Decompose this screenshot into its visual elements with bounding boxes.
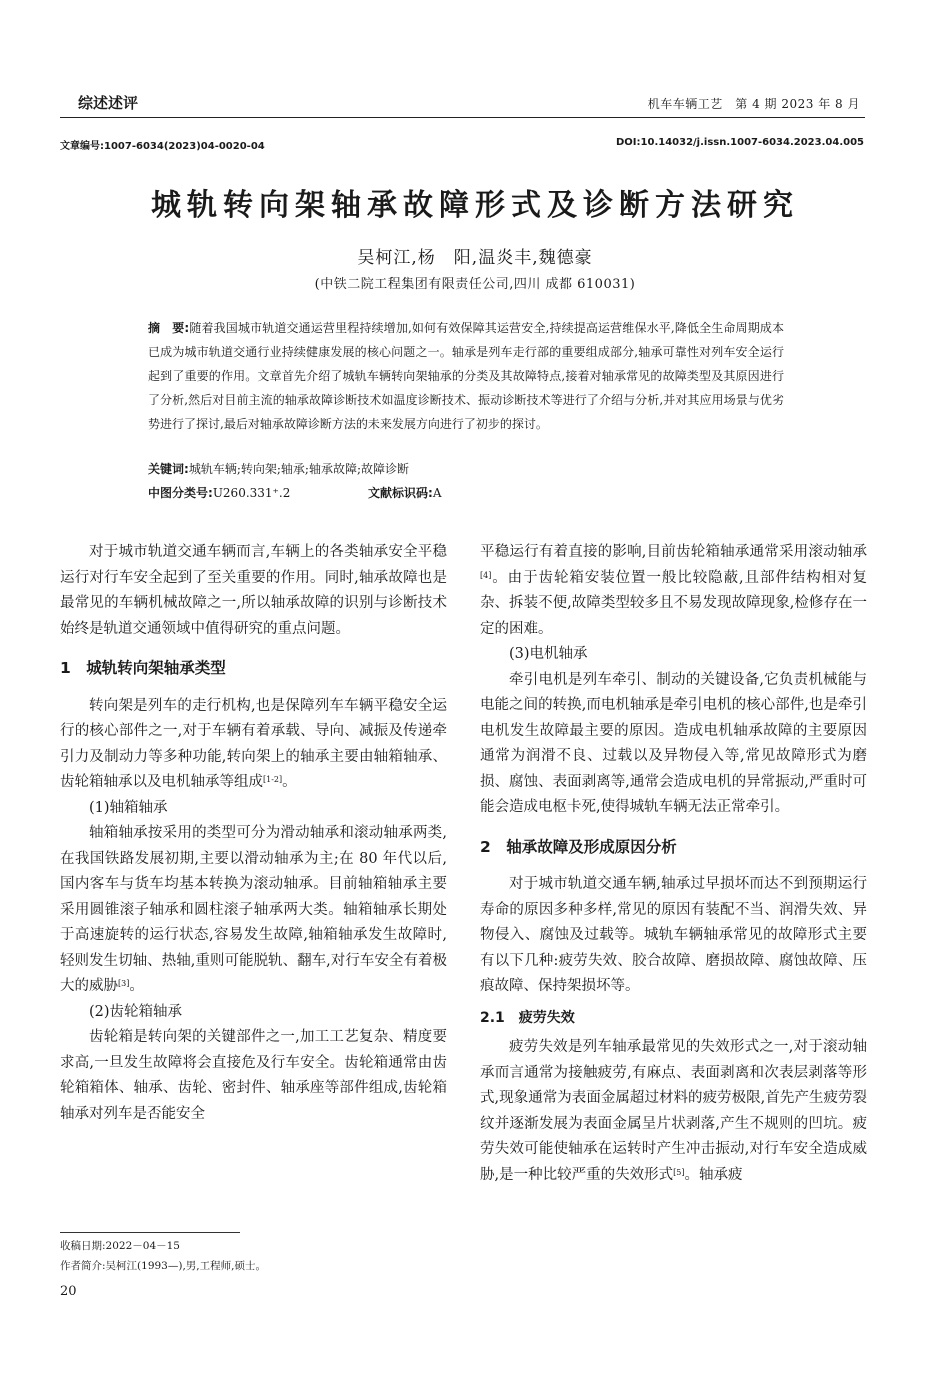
citation: [1-2] [263,775,283,784]
paragraph-end: 。轴承疲 [684,1166,743,1183]
section-heading-2-1: 2.1 疲劳失效 [480,1009,575,1026]
classification-label: 中图分类号: [148,486,213,500]
left-column [60,540,447,1127]
paragraph-end: 。 [129,978,144,994]
section-label: 综述述评 [78,94,139,112]
citation: [5] [673,1167,685,1177]
paragraph-gearbox: 齿轮箱是转向架的关键部件之一,加工工艺复杂、精度要求高,一旦发生故障将会直接危及行车安全。齿轮箱通常由齿轮箱箱体、轴承、齿轮、密封件、轴承座等部件组成,齿轮箱轴承对列车是否能安全 [60,1029,447,1122]
document-code [368,482,441,504]
right-column [480,540,867,1188]
classification-text: U260.331⁺.2 [212,486,291,500]
paragraph-text: 平稳运行有着直接的影响,目前齿轮箱轴承通常采用滚动轴承 [480,544,867,560]
subsection-axlebox: (1)轴箱轴承 [89,799,168,816]
paragraph-text: 转向架是列车的走行机构,也是保障列车车辆平稳安全运行的核心部件之一,对于车辆有着承载、导向、减振及传递牵引力及制动力等多种功能,转向架上的轴承主要由轴箱轴承、齿轮箱轴承以及电机轴承等组成 [60,697,447,790]
section-heading-1: 1 城轨转向架轴承类型 [60,659,226,677]
abstract [148,316,784,436]
document-code-text: A [432,486,442,500]
paragraph-text: 轴箱轴承按采用的类型可分为滑动轴承和滚动轴承两类,在我国铁路发展初期,主要以滑动轴承为主;在 80 年代以后,国内客车与货车均基本转换为滚动轴承。目前轴箱轴承主要采用圆锥滚子轴承和圆柱滚子轴承两大类。轴箱轴承长期处于高速旋转的运行状态,容易发生故障,轴箱轴承发生故障时,轻则发生切轴、热轴,重则可能脱轨、翻车,对行车安全有着极大的威胁 [60,825,447,994]
paragraph-gearbox-continued [480,540,867,642]
abstract-text: 随着我国城市轨道交通运营里程持续增加,如何有效保障其运营安全,持续提高运营维保水平,降低全生命周期成本已成为城市轨道交通行业持续健康发展的核心问题之一。轴承是列车走行部的重要组成部分,轴承可靠性对列车安全运行起到了重要的作用。文章首先介绍了城轨车辆转向架轴承的分类及其故障特点,接着对轴承常见的故障类型及其原因进行了分析,然后对目前主流的轴承故障诊断技术如温度诊断技术、振动诊断技术等进行了介绍与分析,并对其应用场景与优劣势进行了探讨,最后对轴承故障诊断方法的未来发展方向进行了初步的探讨。 [148,321,784,431]
section-heading-2: 2 轴承故障及形成原因分析 [480,837,677,856]
paragraph-end: 。由于齿轮箱安装位置一般比较隐蔽,且部件结构相对复杂、拆装不便,故障类型较多且不易发现故障现象,检修存在一定的困难。 [480,569,867,637]
keywords [148,458,788,480]
subsection-gearbox: (2)齿轮箱轴承 [89,1003,183,1020]
header-divider [60,117,865,118]
affiliation: (中铁二院工程集团有限责任公司,四川 成都 610031) [314,277,636,292]
paper-title: 城轨转向架轴承故障形式及诊断方法研究 [151,188,799,223]
citation: [3] [118,979,130,988]
abstract-label: 摘 要: [148,321,190,335]
doi: DOI:10.14032/j.issn.1007-6034.2023.04.005 [616,137,864,148]
paragraph-failure-causes: 对于城市轨道交通车辆,轴承过早损坏而达不到预期运行寿命的原因多种多样,常见的原因有装配不当、润滑失效、异物侵入、腐蚀及过载等。城轨车辆轴承常见的故障形式主要有以下几种:疲劳失效、胶合故障、磨损故障、腐蚀故障、压痕故障、保持架损坏等。 [480,876,867,994]
paragraph-motor: 牵引电机是列车牵引、制动的关键设备,它负责机械能与电能之间的转换,而电机轴承是牵引电机的核心部件,也是牵引电机发生故障最主要的原因。造成电机轴承故障的主要原因通常为润滑不良、过载以及异物侵入等,常见故障形式为磨损、腐蚀、表面剥离等,通常会造成电机的异常振动,严重时可能会造成电枢卡死,使得城轨车辆无法正常牵引。 [480,671,867,815]
paragraph-end: 。 [282,774,297,790]
authors: 吴柯江,杨 阳,温炎丰,魏德豪 [357,248,593,268]
subsection-motor: (3)电机轴承 [509,646,588,662]
journal-issue: 机车车辆工艺 第 4 期 2023 年 8 月 [647,97,860,111]
paragraph-fatigue [480,1035,867,1188]
author-bio: 作者简介:吴柯江(1993—),男,工程师,硕士。 [60,1260,266,1272]
citation: [4] [480,570,492,580]
paragraph-axlebox [60,821,447,1000]
paragraph-bogie [60,694,447,796]
article-number: 文章编号:1007-6034(2023)04-0020-04 [60,141,265,152]
paragraph-text: 疲劳失效是列车轴承最常见的失效形式之一,对于滚动轴承而言通常为接触疲劳,有麻点、表面剥离和次表层剥落等形式,现象通常为表面金属超过材料的疲劳极限,首先产生疲劳裂纹并逐渐发展为表面金属呈片状剥落,产生不规则的凹坑。疲劳失效可能使轴承在运转时产生冲击振动,对行车安全造成威胁,是一种比较严重的失效形式 [480,1039,867,1183]
keywords-label: 关键词: [148,462,189,476]
intro-paragraph: 对于城市轨道交通车辆而言,车辆上的各类轴承安全平稳运行对行车安全起到了至关重要的作用。同时,轴承故障也是最常见的车辆机械故障之一,所以轴承故障的识别与诊断技术始终是轨道交通领域中值得研究的重点问题。 [60,544,447,637]
received-date: 收稿日期:2022－04－15 [60,1240,180,1252]
document-code-label: 文献标识码: [368,486,433,500]
footnote-divider [60,1232,240,1233]
classification [148,482,290,504]
keywords-text: 城轨车辆;转向架;轴承;轴承故障;故障诊断 [188,462,409,476]
page-number: 20 [60,1284,77,1299]
